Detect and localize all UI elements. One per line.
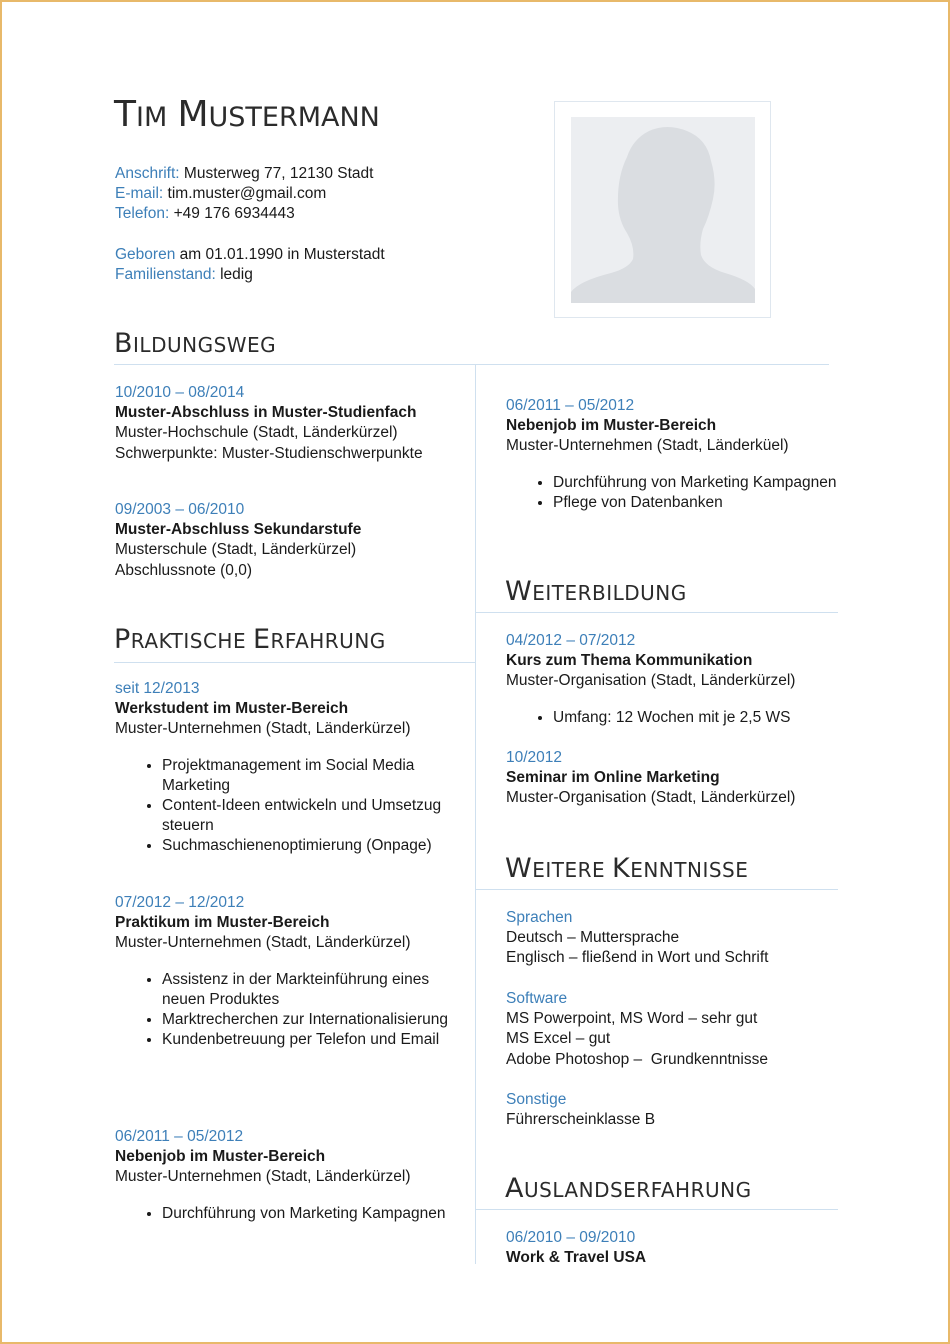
skills-software: Software MS Powerpoint, MS Word – sehr gut MS Excel – gut Adobe Photoshop – Grundkenntnisse — [506, 990, 768, 1068]
list-item: • Umfang: 12 Wochen mit je 2,5 WS — [553, 708, 846, 728]
abroad-entry: 06/2010 – 09/2010 Work & Travel USA — [506, 1229, 647, 1267]
column-divider — [475, 364, 476, 1264]
divider — [476, 612, 838, 613]
person-silhouette-icon — [571, 117, 755, 303]
training-entry: 04/2012 – 07/2012 Kurs zum Thema Kommunikation Muster-Organisation (Stadt, Länderkürzel) • Umfang: 12 Wochen mit je 2,5 WS — [506, 631, 846, 728]
bullet-list — [115, 756, 455, 857]
training-entry: 10/2012 Seminar im Online Marketing Muster-Organisation (Stadt, Länderkürzel) — [506, 749, 796, 807]
bullet-list — [506, 708, 846, 728]
list-item: • Pflege von Datenbanken — [553, 493, 846, 513]
section-title-ausland: AUSLANDSERFAHRUNG — [505, 1173, 752, 1204]
profile-photo-placeholder — [571, 117, 755, 303]
list-item: • Content-Ideen entwickeln und Umsetzug steuern — [162, 796, 455, 836]
list-item: • Suchmaschienenoptimierung (Onpage) — [162, 836, 455, 856]
divider — [114, 662, 475, 663]
education-entry: 10/2010 – 08/2014 Muster-Abschluss in Muster-Studienfach Muster-Hochschule (Stadt, Länderkürzel) Schwerpunkte: Muster-Studienschwerpunkte — [115, 384, 423, 462]
list-item: • Kundenbetreuung per Telefon und Email — [162, 1030, 455, 1050]
list-item: • Projektmanagement im Social Media Marketing — [162, 756, 455, 796]
bullet-list — [115, 970, 455, 1051]
list-item: • Assistenz in der Markteinführung eines neuen Produktes — [162, 970, 455, 1010]
divider — [476, 889, 838, 890]
profile-photo-frame — [554, 101, 771, 318]
list-item: • Durchführung von Marketing Kampagnen — [162, 1204, 455, 1224]
section-title-praxis: PRAKTISCHE ERFAHRUNG — [114, 624, 386, 655]
list-item: • Marktrecherchen zur Internationalisierung — [162, 1010, 455, 1030]
section-title-bildungsweg: BILDUNGSWEG — [114, 328, 277, 359]
section-title-weiterbildung: WEITERBILDUNG — [505, 576, 687, 607]
experience-entry: seit 12/2013 Werkstudent im Muster-Bereich Muster-Unternehmen (Stadt, Länderkürzel) • Projektmanagement im Social Media Marketing • Content-Ideen entwickeln und Umsetzug steuern • Suchmaschienenoptimierung (Onpage) — [115, 679, 455, 857]
experience-entry: 06/2011 – 05/2012 Nebenjob im Muster-Bereich Muster-Unternehmen (Stadt, Länderküel) • Durchführung von Marketing Kampagnen • Pflege von Datenbanken — [506, 396, 846, 513]
skills-other: Sonstige Führerscheinklasse B — [506, 1091, 656, 1129]
contact-phone: Telefon: +49 176 6934443 — [115, 205, 295, 223]
contact-address: Anschrift: Musterweg 77, 12130 Stadt — [115, 165, 374, 182]
bullet-list — [506, 473, 846, 513]
experience-entry: 07/2012 – 12/2012 Praktikum im Muster-Bereich Muster-Unternehmen (Stadt, Länderkürzel) • Assistenz in der Markteinführung eines neuen Produktes • Marktrecherchen zur Internationalisierung • Kundenbetreuung per Telefon und Email — [115, 893, 455, 1050]
contact-email: E-mail: tim.muster@gmail.com — [115, 185, 327, 203]
cv-name: TIM MUSTERMANN — [114, 94, 380, 135]
education-entry: 09/2003 – 06/2010 Muster-Abschluss Sekundarstufe Musterschule (Stadt, Länderkürzel) Abschlussnote (0,0) — [115, 501, 362, 579]
section-title-kenntnisse: WEITERE KENNTNISSE — [505, 853, 749, 884]
birth-info: Geboren am 01.01.1990 in Musterstadt — [115, 245, 385, 263]
contact-block — [115, 164, 385, 285]
experience-entry: 06/2011 – 05/2012 Nebenjob im Muster-Bereich Muster-Unternehmen (Stadt, Länderkürzel) • Durchführung von Marketing Kampagnen — [115, 1127, 455, 1224]
list-item: • Durchführung von Marketing Kampagnen — [553, 473, 846, 493]
skills-languages: Sprachen Deutsch – Muttersprache Englisch – fließend in Wort und Schrift — [506, 909, 769, 967]
divider — [114, 364, 829, 365]
divider — [476, 1209, 838, 1210]
family-status: Familienstand: ledig — [115, 265, 253, 283]
bullet-list — [115, 1204, 455, 1224]
